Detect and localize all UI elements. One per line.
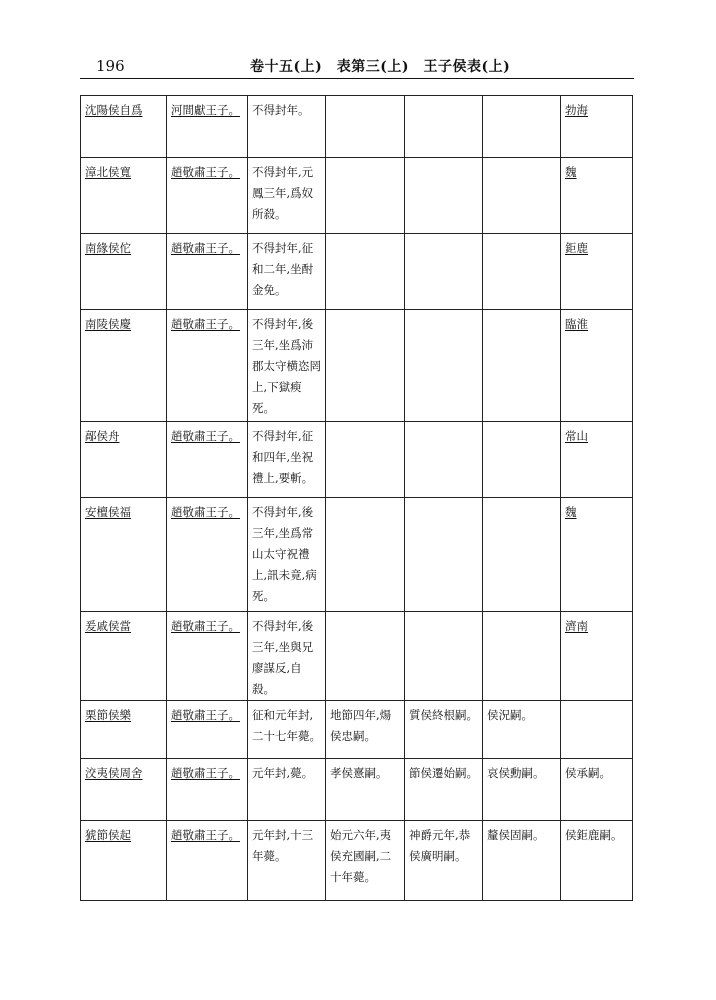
header-rule — [80, 78, 634, 79]
cell-col5 — [405, 498, 483, 612]
cell-parent: 趙敬肅王子。 — [167, 701, 248, 759]
cell-col6 — [483, 612, 561, 701]
cell-col6: 釐侯固嗣。 — [483, 821, 561, 901]
cell-title: 沈陽侯自爲 — [81, 96, 167, 158]
table-row — [81, 701, 633, 759]
cell-col3: 不得封年,征和二年,坐酎金免。 — [248, 234, 326, 310]
cell-col6 — [483, 422, 561, 498]
cell-parent: 趙敬肅王子。 — [167, 422, 248, 498]
cell-col5 — [405, 96, 483, 158]
cell-col4 — [326, 422, 405, 498]
cell-col5 — [405, 234, 483, 310]
cell-col7: 魏 — [561, 158, 633, 234]
cell-col4 — [326, 158, 405, 234]
cell-col4 — [326, 310, 405, 422]
cell-col5 — [405, 422, 483, 498]
cell-title: 南緣侯佗 — [81, 234, 167, 310]
table-row — [81, 234, 633, 310]
cell-col3: 不得封年,後三年,坐爲沛郡太守横恣罔上,下獄瘐死。 — [248, 310, 326, 422]
table-row — [81, 96, 633, 158]
cell-col5 — [405, 310, 483, 422]
cell-col6: 侯況嗣。 — [483, 701, 561, 759]
table-row — [81, 498, 633, 612]
cell-col7: 侯承嗣。 — [561, 759, 633, 821]
cell-col5 — [405, 158, 483, 234]
cell-col5: 質侯終根嗣。 — [405, 701, 483, 759]
table-row — [81, 310, 633, 422]
cell-col3: 不得封年,元鳳三年,爲奴所殺。 — [248, 158, 326, 234]
cell-title: 南陵侯慶 — [81, 310, 167, 422]
cell-col4 — [326, 498, 405, 612]
cell-parent: 河間獻王子。 — [167, 96, 248, 158]
cell-parent: 趙敬肅王子。 — [167, 310, 248, 422]
cell-title: 猇節侯起 — [81, 821, 167, 901]
page-number: 196 — [96, 57, 125, 75]
cell-parent: 趙敬肅王子。 — [167, 612, 248, 701]
cell-title: 洨夷侯周舍 — [81, 759, 167, 821]
cell-col6 — [483, 234, 561, 310]
cell-col6 — [483, 498, 561, 612]
cell-col3: 不得封年。 — [248, 96, 326, 158]
cell-col4: 地節四年,煬侯忠嗣。 — [326, 701, 405, 759]
cell-col5: 節侯遷始嗣。 — [405, 759, 483, 821]
cell-parent: 趙敬肅王子。 — [167, 498, 248, 612]
cell-col3: 元年封,十三年薨。 — [248, 821, 326, 901]
running-title: 卷十五(上) 表第三(上) 王子侯表(上) — [250, 59, 511, 75]
cell-col3: 元年封,薨。 — [248, 759, 326, 821]
cell-parent: 趙敬肅王子。 — [167, 759, 248, 821]
cell-col6: 哀侯勳嗣。 — [483, 759, 561, 821]
cell-title: 漳北侯寬 — [81, 158, 167, 234]
cell-col4 — [326, 234, 405, 310]
cell-col7: 臨淮 — [561, 310, 633, 422]
table-row — [81, 158, 633, 234]
cell-col3: 不得封年,後三年,坐爲常山太守祝禮上,訊未竟,病死。 — [248, 498, 326, 612]
table-row — [81, 821, 633, 901]
cell-col4: 始元六年,夷侯充國嗣,二十年薨。 — [326, 821, 405, 901]
cell-col4 — [326, 612, 405, 701]
cell-col6 — [483, 158, 561, 234]
cell-col6 — [483, 310, 561, 422]
table-row — [81, 422, 633, 498]
cell-title: 栗節侯樂 — [81, 701, 167, 759]
cell-title: 鄗侯舟 — [81, 422, 167, 498]
cell-col5: 神爵元年,恭侯廣明嗣。 — [405, 821, 483, 901]
cell-col4: 孝侯憙嗣。 — [326, 759, 405, 821]
cell-col6 — [483, 96, 561, 158]
table-row — [81, 759, 633, 821]
cell-parent: 趙敬肅王子。 — [167, 821, 248, 901]
cell-col5 — [405, 612, 483, 701]
cell-col7 — [561, 701, 633, 759]
table-row — [81, 612, 633, 701]
genealogy-table — [80, 95, 633, 901]
cell-col3: 不得封年,征和四年,坐祝禮上,要斬。 — [248, 422, 326, 498]
cell-col7: 魏 — [561, 498, 633, 612]
cell-col7: 勃海 — [561, 96, 633, 158]
cell-col7: 常山 — [561, 422, 633, 498]
cell-col3: 征和元年封,二十七年薨。 — [248, 701, 326, 759]
cell-parent: 趙敬肅王子。 — [167, 234, 248, 310]
cell-col3: 不得封年,後三年,坐與兄廖謀反,自殺。 — [248, 612, 326, 701]
cell-col4 — [326, 96, 405, 158]
cell-title: 爰戚侯當 — [81, 612, 167, 701]
cell-col7: 濟南 — [561, 612, 633, 701]
cell-title: 安檀侯福 — [81, 498, 167, 612]
cell-col7: 鉅鹿 — [561, 234, 633, 310]
cell-parent: 趙敬肅王子。 — [167, 158, 248, 234]
cell-col7: 侯鉅鹿嗣。 — [561, 821, 633, 901]
